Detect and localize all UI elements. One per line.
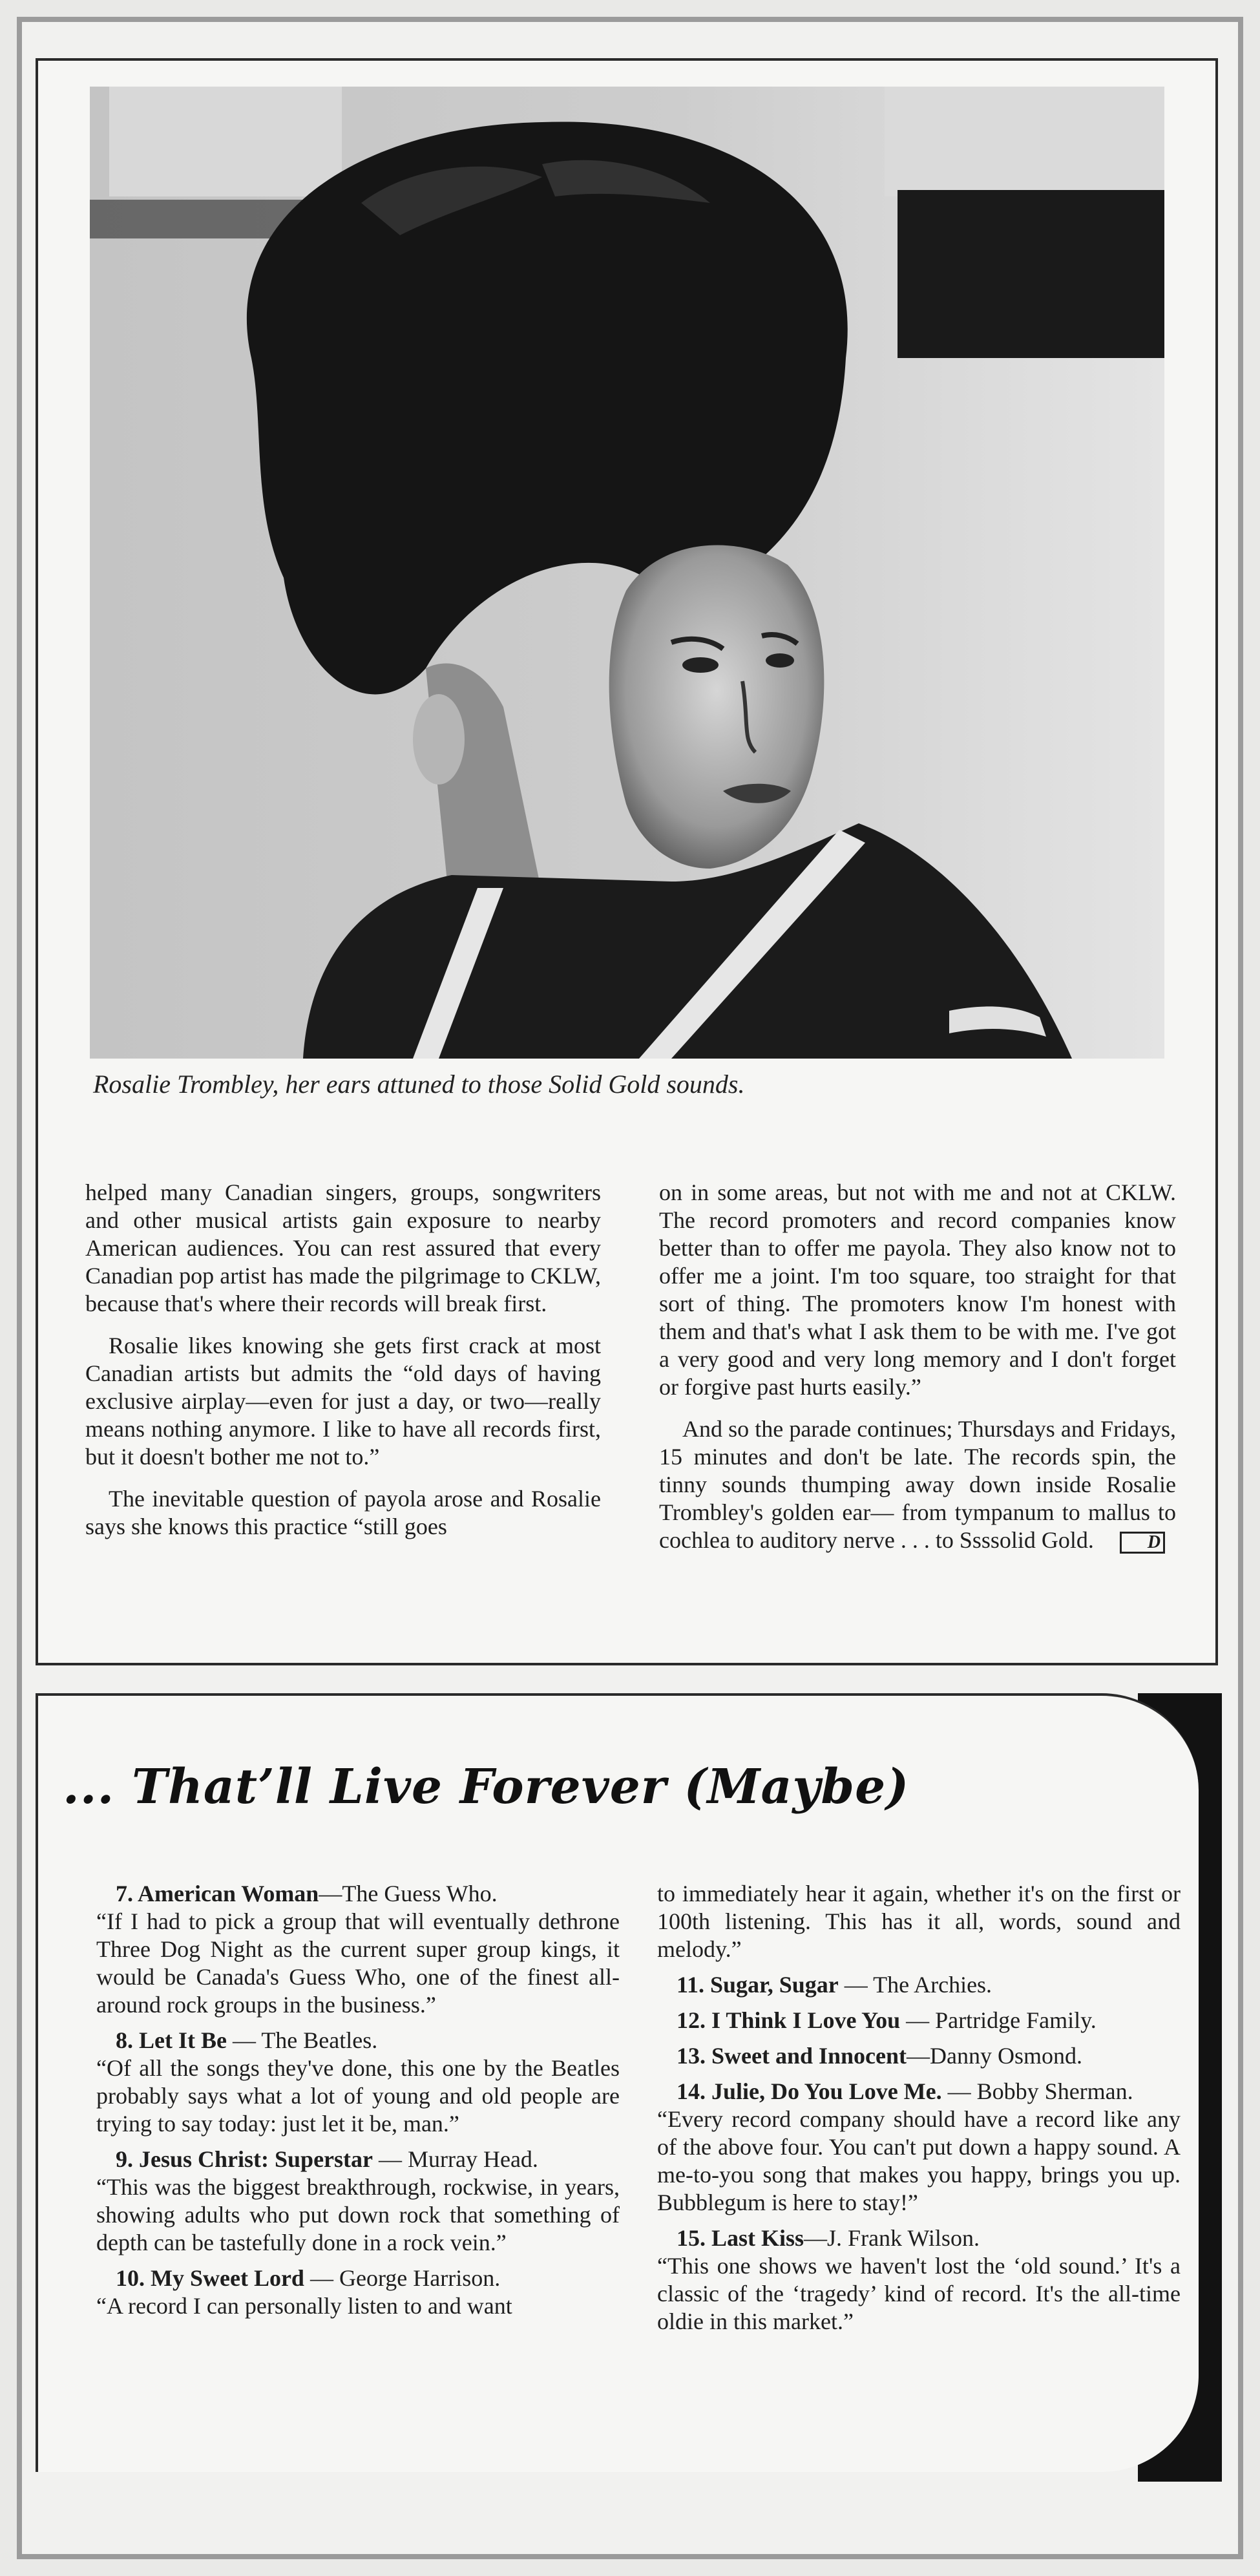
entry-quote: “If I had to pick a group that will eventually dethrone Three Dog Night as the current super group kings, it would be Canada's Guess Who, one of the finest all-around rock groups in the business.” — [96, 1908, 620, 2018]
entry-quote: “A record I can personally listen to and want — [96, 2293, 512, 2319]
article-paragraph-text: And so the parade continues; Thursdays and Fridays, 15 minutes and don't be late. The records spin, the tinny sounds thumping away down inside Rosalie Trombley's golden ear— from tympanum to mallus to cochlea to auditory nerve . . . to Ssssolid Gold. — [659, 1416, 1176, 1553]
article-panel — [36, 58, 1218, 1665]
song-title: 13. Sweet and Innocent — [677, 2043, 907, 2069]
artist-name: —J. Frank Wilson. — [804, 2225, 980, 2251]
list-entry — [96, 1880, 620, 2019]
portrait-illustration — [90, 87, 1164, 1059]
artist-name: — George Harrison. — [304, 2265, 501, 2291]
list-entry — [657, 2224, 1181, 2336]
entry-quote: “Of all the songs they've done, this one by the Beatles probably says what a lot of young and old people are trying to say today: just let it be, man.” — [96, 2055, 620, 2137]
artist-name: —Danny Osmond. — [907, 2043, 1083, 2069]
song-title: 9. Jesus Christ: Superstar — [116, 2146, 373, 2172]
song-title: 8. Let It Be — [116, 2027, 227, 2053]
song-title: 12. I Think I Love You — [677, 2007, 901, 2033]
artist-name: — The Archies. — [838, 1972, 992, 1998]
list-panel-wrap — [36, 1693, 1218, 2472]
section-headline: ... That’ll Live Forever (Maybe) — [63, 1759, 910, 1815]
list-column-left — [96, 1880, 620, 2328]
song-title: 7. American Woman — [116, 1881, 319, 1906]
entry-quote-continued: to immediately hear it again, whether it's on the first or 100th listening. This has it all, words, sound and melody.” — [657, 1881, 1181, 1962]
article-column-right — [659, 1179, 1176, 1568]
artist-name: —The Guess Who. — [319, 1881, 498, 1906]
article-paragraph: The inevitable question of payola arose and Rosalie says she knows this practice “still goes — [85, 1486, 601, 1539]
photo-caption: Rosalie Trombley, her ears attuned to those Solid Gold sounds. — [93, 1070, 745, 1099]
entry-quote: “This was the biggest breakthrough, rockwise, in years, showing adults who put down rock that something of depth can be tastefully done in a rock vein.” — [96, 2174, 620, 2255]
list-panel — [36, 1693, 1199, 2472]
song-title: 14. Julie, Do You Love Me. — [677, 2078, 942, 2104]
end-mark-logo: D — [1120, 1532, 1165, 1554]
artist-name: — The Beatles. — [226, 2027, 378, 2053]
list-entry — [657, 2078, 1181, 2217]
artist-name: — Partridge Family. — [900, 2007, 1097, 2033]
list-entry — [96, 2027, 620, 2138]
list-entry — [96, 2146, 620, 2257]
article-column-left — [85, 1179, 601, 1555]
list-entry — [657, 1971, 1181, 1999]
artist-name: — Bobby Sherman. — [941, 2078, 1133, 2104]
article-paragraph: Rosalie likes knowing she gets first crack at most Canadian artists but admits the “old days of having exclusive airplay—even for just a day, or two—really means nothing anymore. I like to have all records first, but it doesn't bother me not to.” — [85, 1333, 601, 1470]
song-title: 15. Last Kiss — [677, 2225, 804, 2251]
list-entry — [657, 2007, 1181, 2034]
artist-name: — Murray Head. — [373, 2146, 538, 2172]
song-title: 11. Sugar, Sugar — [677, 1972, 839, 1998]
song-title: 10. My Sweet Lord — [116, 2265, 304, 2291]
entry-quote: “This one shows we haven't lost the ‘old sound.’ It's a classic of the ‘tragedy’ kind of record. It's the all-time oldie in this market.” — [657, 2253, 1181, 2334]
list-entry — [96, 2265, 620, 2320]
portrait-photo — [90, 87, 1164, 1059]
article-paragraph-final — [659, 1415, 1176, 1554]
entry-quote: “Every record company should have a record like any of the above four. You can't put down a happy sound. A me-to-you song that makes you happy, brings you up. Bubblegum is here to stay!” — [657, 2106, 1181, 2215]
list-column-right — [657, 1880, 1181, 2343]
article-paragraph: on in some areas, but not with me and not at CKLW. The record promoters and record companies know better than to offer me payola. They also know not to offer me a joint. I'm too square, too straight for that sort of thing. The promoters know I'm honest with them and that's what I ask them to be with me. I've got a very good and very long memory and I don't forget or forgive past hurts easily.” — [659, 1179, 1176, 1400]
article-paragraph: helped many Canadian singers, groups, songwriters and other musical artists gain exposure to nearby American audiences. You can rest assured that every Canadian pop artist has made the pilgrimage to CKLW, because that's where their records will break first. — [85, 1179, 601, 1316]
list-entry — [657, 2042, 1181, 2070]
